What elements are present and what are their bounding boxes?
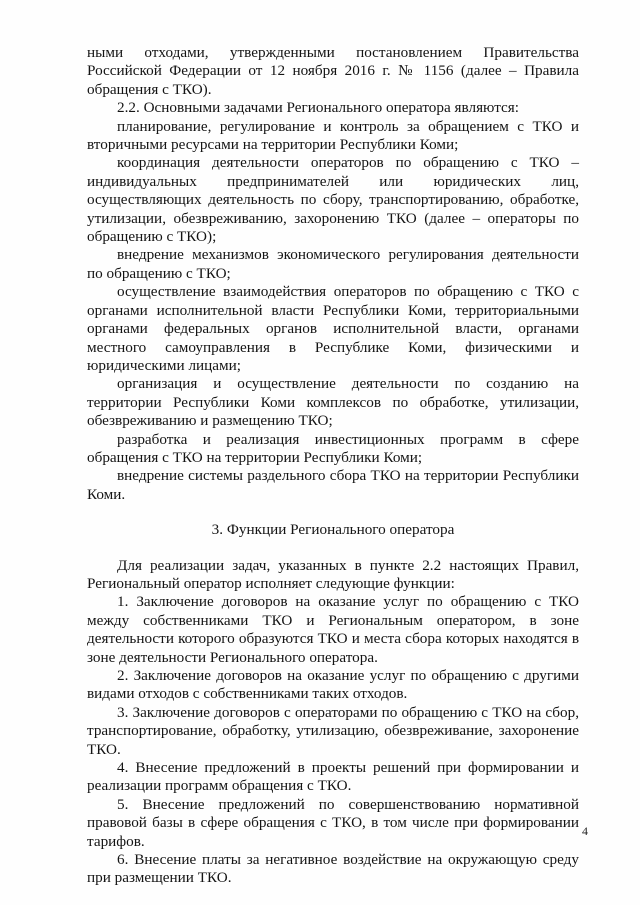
paragraph-task-complexes: организация и осуществление деятельности по созданию на территории Республики Коми комплексов по обработке, утилизации, обезвреживанию и размещению ТКО; (87, 375, 579, 430)
paragraph-task-interaction: осуществление взаимодействия операторов по обращению с ТКО с органами исполнительной власти Республики Коми, территориальными органами федеральных органов исполнительной власти, органами местного самоуправления в Республике Коми, физическими и юридическими лицами; (87, 283, 579, 374)
paragraph-task-separate-collection: внедрение системы раздельного сбора ТКО на территории Республики Коми. (87, 467, 579, 503)
paragraph-task-planning: планирование, регулирование и контроль за обращением с ТКО и вторичными ресурсами на территории Республики Коми; (87, 117, 579, 154)
section-heading: 3. Функции Регионального оператора (211, 521, 455, 539)
paragraph-functions-intro: Для реализации задач, указанных в пункте 2.2 настоящих Правил, Региональный оператор исполняет следующие функции: (87, 556, 579, 592)
paragraph-function-1: 1. Заключение договоров на оказание услуг по обращению с ТКО между собственниками ТКО и Региональным оператором, в зоне деятельности которого образуются ТКО и места сбора которых находятся в зоне деятельности Регионального оператора. (87, 593, 579, 666)
paragraph-task-economic: внедрение механизмов экономического регулирования деятельности по обращению с ТКО; (87, 246, 579, 282)
paragraph-function-4: 4. Внесение предложений в проекты решений при формировании и реализации программ обращения с ТКО. (87, 759, 579, 795)
spacer (87, 540, 579, 557)
page-number: 4 (582, 824, 588, 838)
paragraph-function-6: 6. Внесение платы за негативное воздействие на окружающую среду при размещении ТКО. (87, 851, 579, 887)
paragraph-task-investment: разработка и реализация инвестиционных программ в сфере обращения с ТКО на территории Республики Коми; (87, 430, 579, 466)
body-text (87, 44, 579, 888)
paragraph-continuation: ными отходами, утвержденными постановлением Правительства Российской Федерации от 12 ноября 2016 г. № 1156 (далее – Правила обращения с ТКО). (87, 44, 579, 98)
paragraph-tasks-intro: 2.2. Основными задачами Регионального оператора являются: (117, 99, 519, 117)
paragraph-function-5: 5. Внесение предложений по совершенствованию нормативной правовой базы в сфере обращения с ТКО, в том числе при формировании тарифов. (87, 795, 579, 850)
paragraph-task-coordination: координация деятельности операторов по обращению с ТКО – индивидуальных предпринимателей или юридических лиц, осуществляющих деятельность по сбору, транспортированию, обработке, утилизации, обезвреживанию, захоронению ТКО (далее – операторы по обращению с ТКО); (87, 154, 579, 246)
paragraph-function-2: 2. Заключение договоров на оказание услуг по обращению с другими видами отходов с собственниками таких отходов. (87, 667, 579, 703)
spacer (87, 504, 579, 521)
paragraph-function-3: 3. Заключение договоров с операторами по обращению с ТКО на сбор, транспортирование, обработку, утилизацию, обезвреживание, захоронение ТКО. (87, 703, 579, 758)
